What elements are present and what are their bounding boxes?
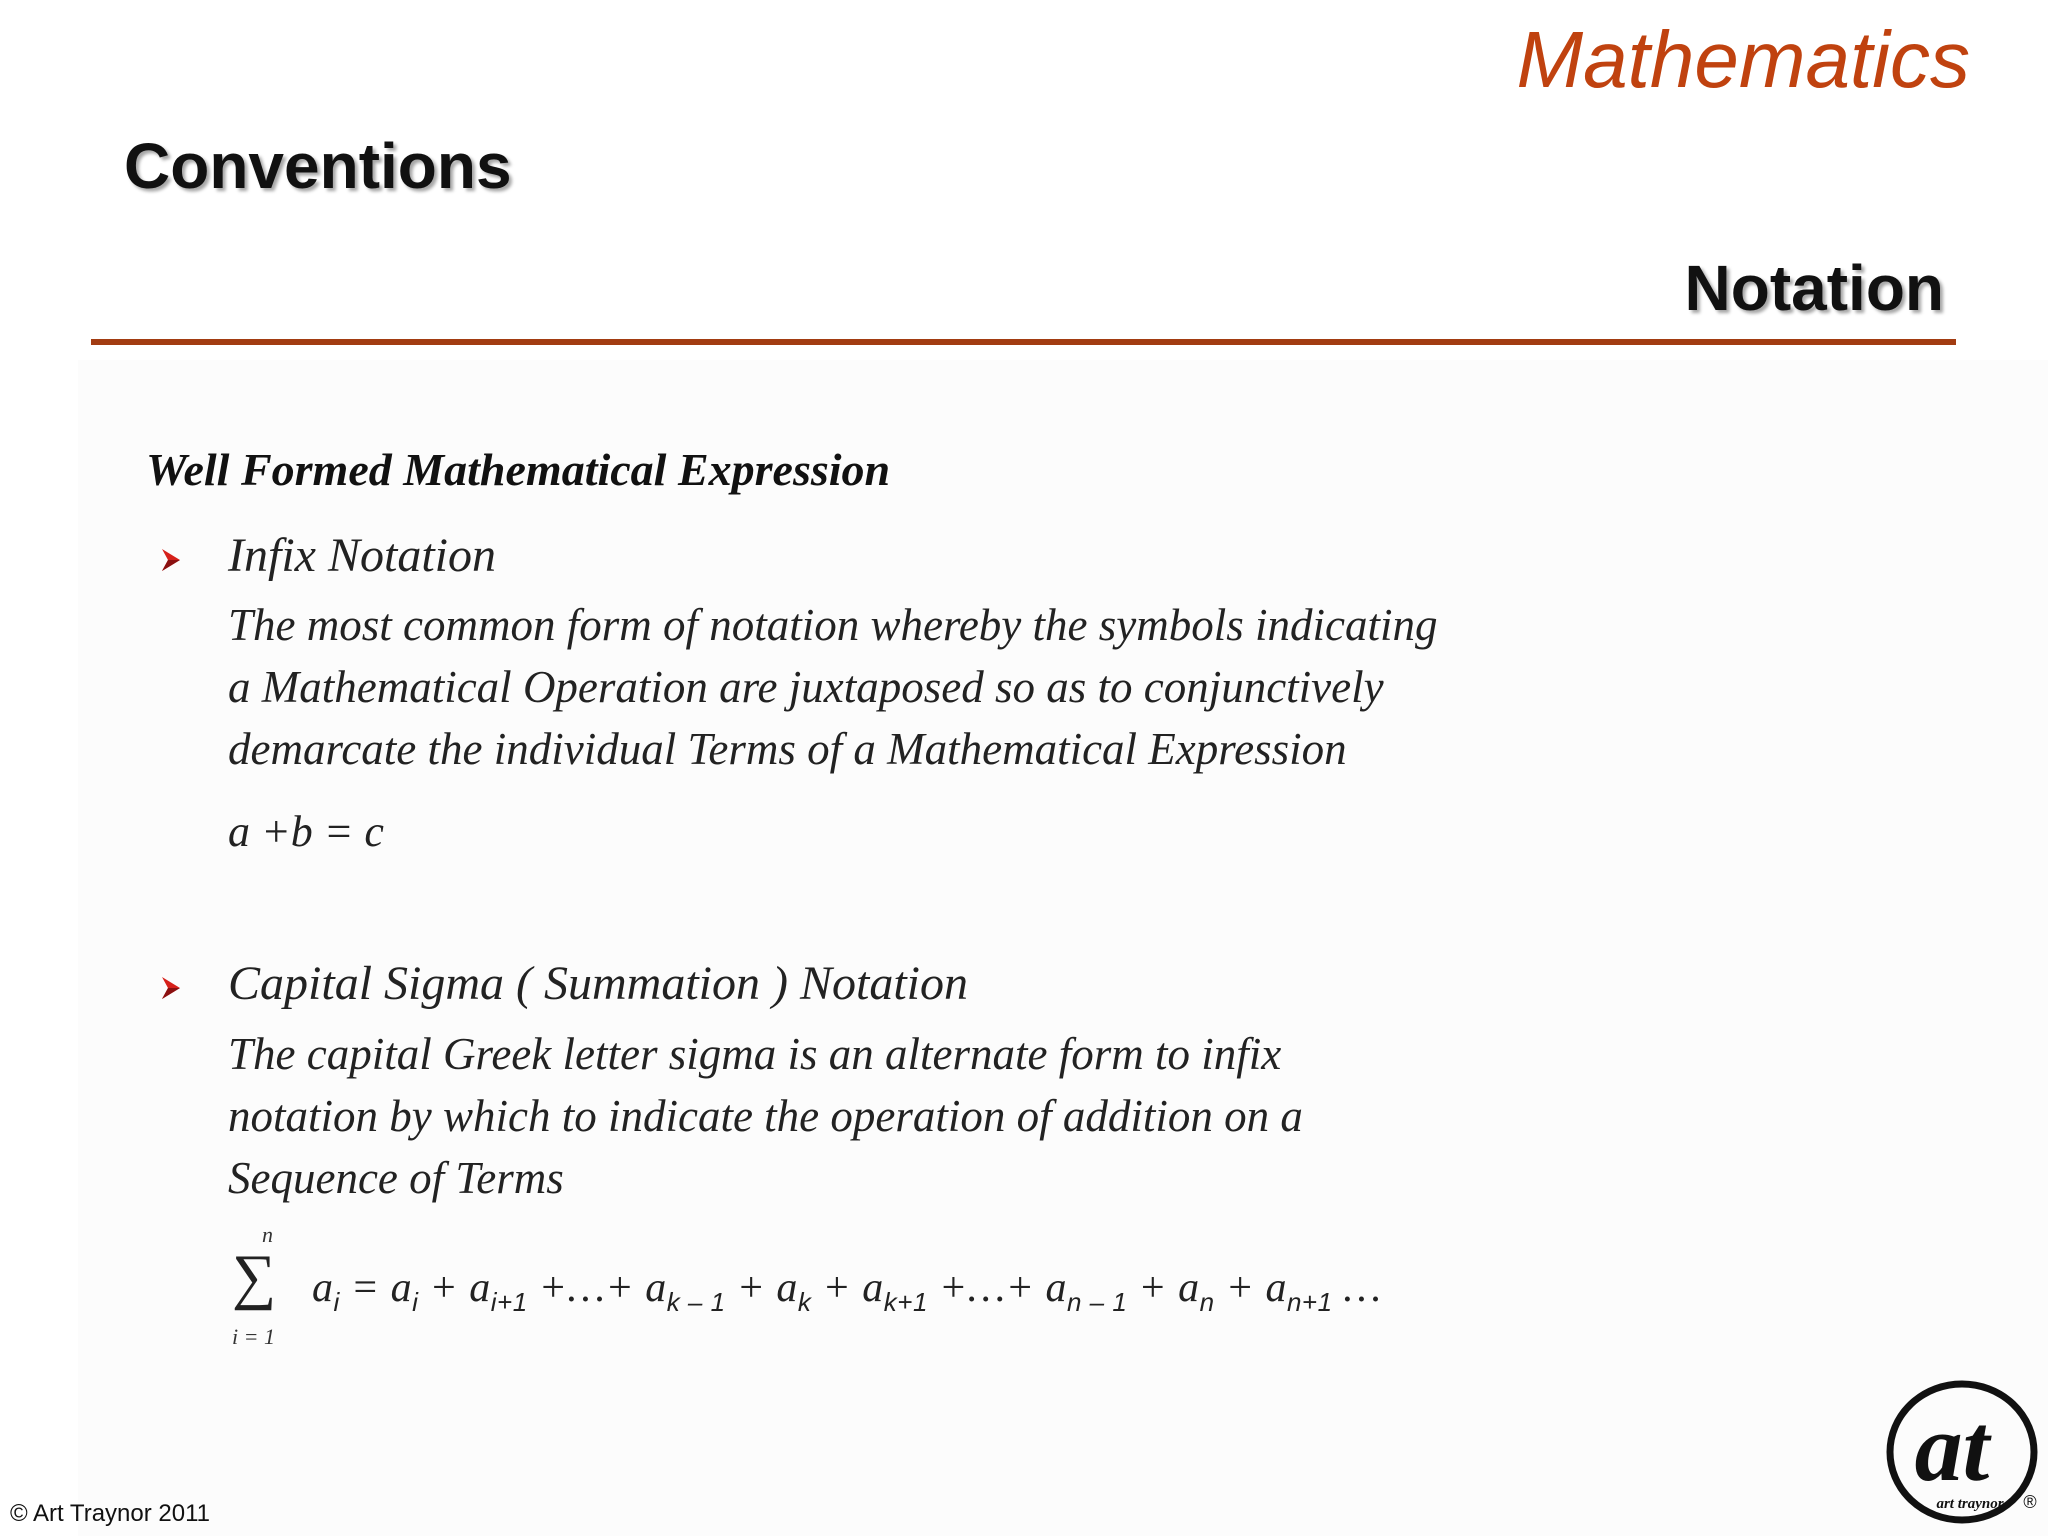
description-line: notation by which to indicate the operation of addition on a	[228, 1091, 1303, 1141]
summation-term-index: n	[1199, 1287, 1215, 1317]
description-line: Sequence of Terms	[228, 1153, 564, 1203]
course-title: Mathematics	[1516, 15, 1970, 104]
item-description-sigma	[228, 1023, 1428, 1209]
description-line: a Mathematical Operation are juxtaposed so as to conjunctively	[228, 662, 1384, 712]
infix-example-formula: a +b = c	[228, 807, 384, 856]
bullet-arrow-icon	[160, 547, 182, 573]
item-title-sigma: Capital Sigma ( Summation ) Notation	[228, 957, 969, 1010]
description-line: The capital Greek letter sigma is an alternate form to infix	[228, 1029, 1282, 1079]
summation-term: $a_k$	[776, 1265, 812, 1317]
summation-term-index: k	[797, 1287, 812, 1317]
summation-operator: +	[725, 1265, 777, 1311]
summation-term-index: i	[412, 1287, 419, 1317]
summation-upper-limit: n	[262, 1222, 273, 1247]
description-line: The most common form of notation whereby the symbols indicating	[228, 600, 1438, 650]
logo-registered: ®	[2023, 1492, 2037, 1512]
description-line: demarcate the individual Terms of a Mathematical Expression	[228, 724, 1347, 774]
summation-term: $a_i$	[312, 1265, 340, 1317]
logo-wordmark: art traynor	[1936, 1496, 2004, 1512]
summation-operator: +…+	[927, 1265, 1046, 1311]
item-description-infix	[228, 594, 1438, 780]
summation-operator: +	[418, 1265, 470, 1311]
summation-term-index: k+1	[883, 1287, 928, 1317]
summation-term-index: i	[333, 1287, 340, 1317]
bullet-arrow-icon	[160, 975, 182, 1001]
topic-title: Conventions	[124, 130, 512, 202]
summation-term: $a_{n+1}$	[1265, 1265, 1333, 1317]
item-title-infix: Infix Notation	[228, 529, 496, 582]
summation-operator: +…+	[527, 1265, 646, 1311]
summation-operator: +	[811, 1265, 863, 1311]
summation-term: $a_{k+1}$	[862, 1265, 928, 1317]
summation-term-index: n+1	[1286, 1287, 1333, 1317]
summation-term-index: k – 1	[666, 1287, 726, 1317]
art-traynor-logo	[1882, 1378, 2042, 1528]
header-rule	[91, 339, 1956, 345]
sigma-symbol: ∑	[232, 1243, 277, 1311]
summation-term: $a_{i+1}$	[469, 1265, 528, 1317]
summation-operator: …	[1332, 1265, 1382, 1311]
summation-operator: +	[1214, 1265, 1266, 1311]
summation-expression	[312, 1264, 1381, 1318]
logo-mark	[1882, 1378, 2042, 1528]
section-heading: Well Formed Mathematical Expression	[146, 444, 891, 495]
logo-monogram: at	[1914, 1394, 1990, 1501]
summation-operator: =	[339, 1265, 391, 1311]
subtopic-title: Notation	[1684, 252, 1944, 324]
summation-term-index: n – 1	[1066, 1287, 1128, 1317]
summation-term: $a_{k - 1}$	[645, 1265, 726, 1317]
summation-term: $a_{n - 1}$	[1045, 1265, 1128, 1317]
summation-term-index: i+1	[490, 1287, 528, 1317]
summation-term: $a_n$	[1178, 1265, 1215, 1317]
summation-term: $a_i$	[390, 1265, 419, 1317]
summation-lower-limit: i = 1	[232, 1324, 275, 1349]
summation-formula	[228, 1224, 1428, 1354]
copyright-text: © Art Traynor 2011	[10, 1500, 211, 1527]
summation-operator: +	[1127, 1265, 1179, 1311]
